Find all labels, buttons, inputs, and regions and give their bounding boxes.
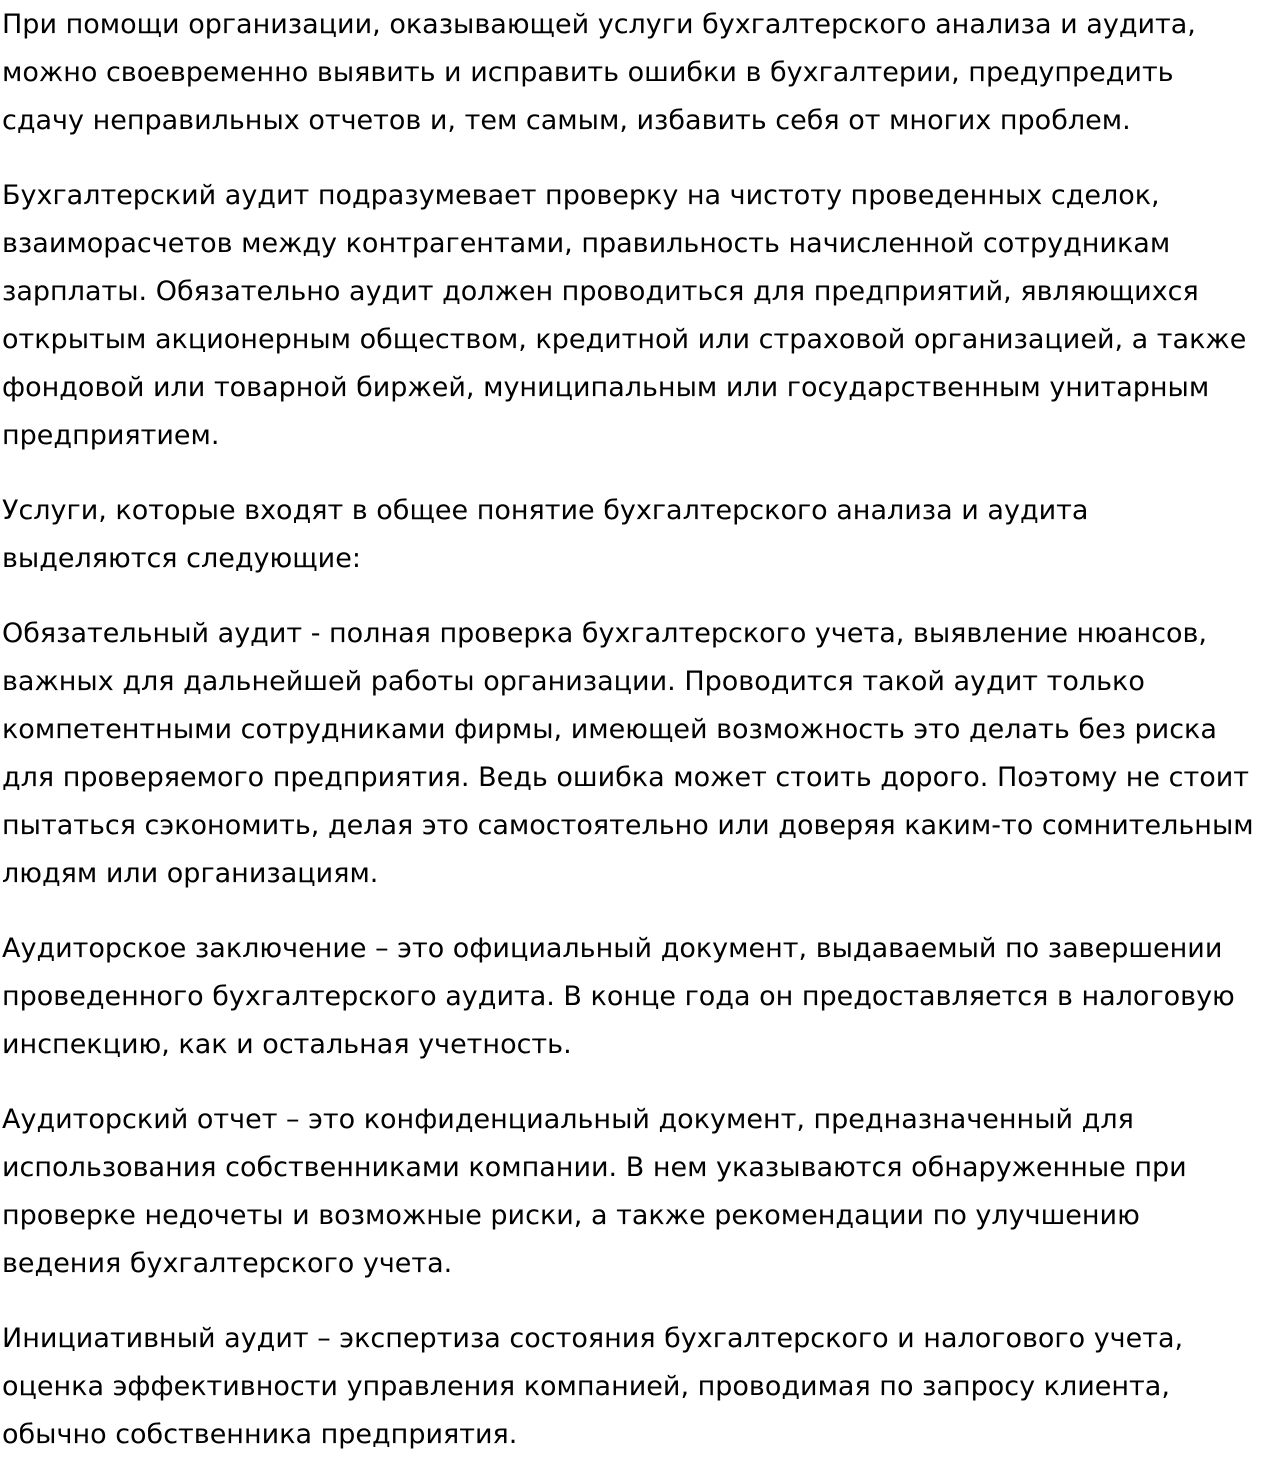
paragraph-intro: При помощи организации, оказывающей услуги бухгалтерского анализа и аудита, можно своевременно выявить и исправить ошибки в бухгалтерии, предупредить сдачу неправильных отчетов и, тем самым, избавить себя от многих проблем. (2, 9, 1196, 136)
paragraph-audit-report: Аудиторский отчет – это конфиденциальный документ, предназначенный для использования собственниками компании. В нем указываются обнаруженные при проверке недочеты и возможные риски, а также рекомендации по улучшению ведения бухгалтерского учета. (2, 1104, 1187, 1279)
paragraph-initiative-audit: Инициативный аудит – экспертиза состояния бухгалтерского и налогового учета, оценка эффективности управления компанией, проводимая по запросу клиента, обычно собственника предприятия. (2, 1323, 1184, 1450)
paragraph-services-lead: Услуги, которые входят в общее понятие бухгалтерского анализа и аудита выделяются следующие: (2, 495, 1089, 574)
paragraph-audit-conclusion: Аудиторское заключение – это официальный документ, выдаваемый по завершении проведенного бухгалтерского аудита. В конце года он предоставляется в налоговую инспекцию, как и остальная учетность. (2, 933, 1235, 1060)
paragraph-audit-definition: Бухгалтерский аудит подразумевает проверку на чистоту проведенных сделок, взаиморасчетов между контрагентами, правильность начисленной сотрудникам зарплаты. Обязательно аудит должен проводиться для предприятий, являющихся открытым акционерным обществом, кредитной или страховой организацией, а также фондовой или товарной биржей, муниципальным или государственным унитарным предприятием. (2, 180, 1247, 451)
paragraph-mandatory-audit: Обязательный аудит - полная проверка бухгалтерского учета, выявление нюансов, важных для дальнейшей работы организации. Проводится такой аудит только компетентными сотрудниками фирмы, имеющей возможность это делать без риска для проверяемого предприятия. Ведь ошибка может стоить дорого. Поэтому не стоит пытаться сэкономить, делая это самостоятельно или доверяя каким-то сомнительным людям или организациям. (2, 618, 1254, 889)
